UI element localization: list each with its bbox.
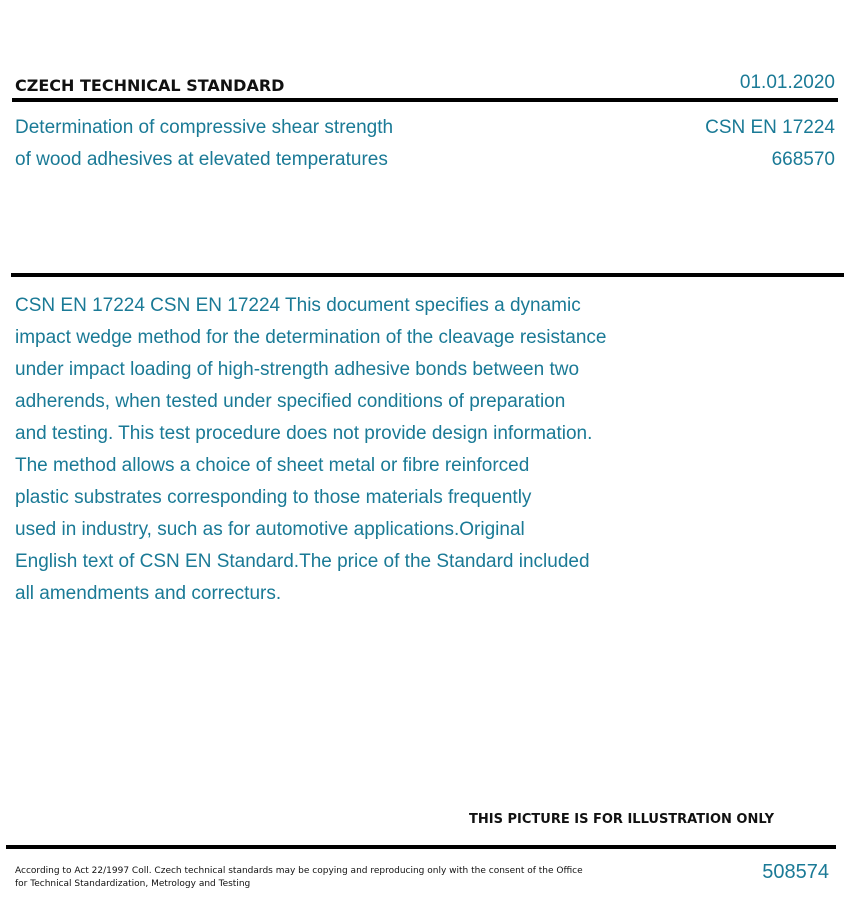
catalog-number: 668570 <box>771 149 835 170</box>
standard-title-line-1: Determination of compressive shear strength <box>15 117 394 138</box>
legal-notice <box>15 865 583 891</box>
illustration-notice: THIS PICTURE IS FOR ILLUSTRATION ONLY <box>469 812 774 827</box>
footer-code: 508574 <box>762 861 829 883</box>
standard-description: CSN EN 17224 CSN EN 17224 This document specifies a dynamic impact wedge method for the determination of the cleavage resistance under impact loading of high-strength adhesive bonds between two adherends, when tested under specified conditions of preparation and testing. This test procedure does not provide design information. The method allows a choice of sheet metal or fibre reinforced plastic substrates corresponding to those materials frequently used in industry, such as for automotive applications.Original English text of CSN EN Standard.The price of the Standard included all amendments and correcturs. <box>15 295 607 604</box>
header-divider <box>12 98 838 102</box>
legal-notice-line-1: According to Act 22/1997 Coll. Czech technical standards may be copying and reproducing only with the consent of the Office <box>15 866 583 876</box>
publication-date: 01.01.2020 <box>739 72 835 93</box>
standard-title-line-2: of wood adhesives at elevated temperatures <box>15 149 388 170</box>
section-divider <box>11 273 844 277</box>
footer-divider <box>6 845 836 849</box>
legal-notice-line-2: for Technical Standardization, Metrology and Testing <box>15 879 251 889</box>
document-type-heading: CZECH TECHNICAL STANDARD <box>15 76 285 95</box>
standard-code: CSN EN 17224 <box>705 117 835 138</box>
